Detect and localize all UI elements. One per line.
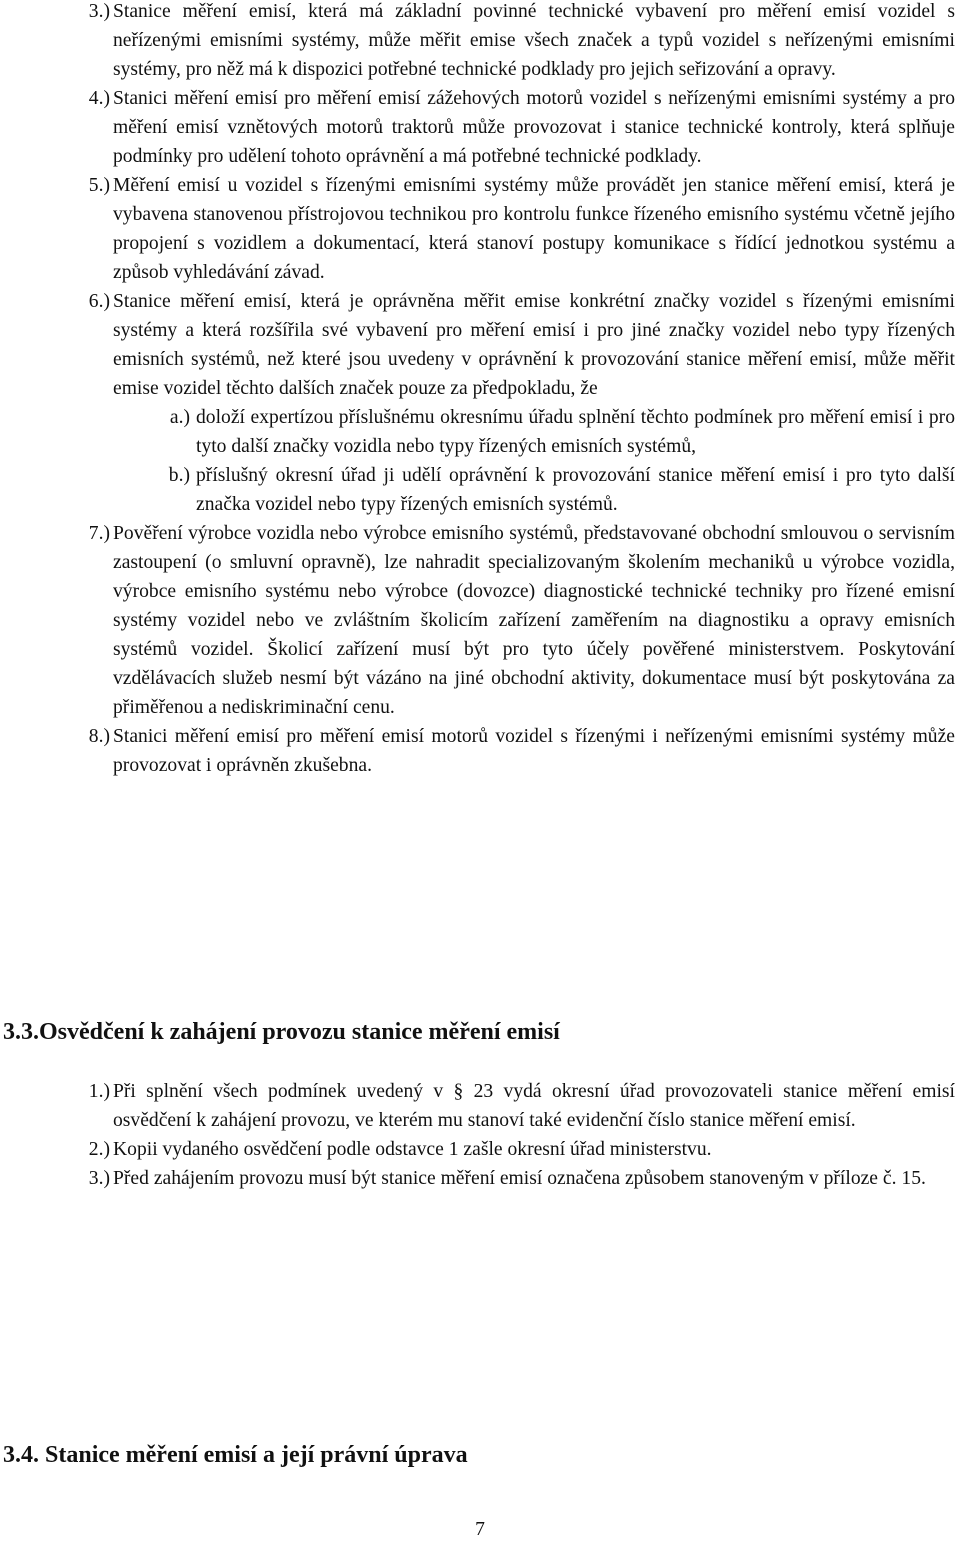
sub-item-text: doloží expertízou příslušnému okresnímu úřadu splnění těchto podmínek pro měření emisí i pro tyto další značky vozidla nebo typy řízených emisních systémů, [196,407,955,457]
item-number: 4.) [88,88,110,109]
item-text: Před zahájením provozu musí být stanice měření emisí označena způsobem stanoveným v příloze č. 15. [113,1168,926,1189]
item-number: 7.) [88,523,110,544]
section-heading-3-3: 3.3.Osvědčení k zahájení provozu stanice měření emisí [3,1019,560,1045]
section-list-b [0,1077,960,1193]
sub-item-letter: b.) [168,465,190,486]
item-number: 3.) [88,1,110,22]
item-text: Kopii vydaného osvědčení podle odstavce 1 zašle okresní úřad ministerstvu. [113,1139,712,1160]
sub-list-item [0,403,960,461]
item-number: 3.) [88,1168,110,1189]
item-text: Stanice měření emisí, která je oprávněna měřit emise konkrétní značky vozidel s řízenými emisními systémy a která rozšířila své vybavení pro měření emisí i pro jiné značky vozidel nebo typy řízených emisních systémů, než které jsou uvedeny v oprávnění k provozování stanice měření emisí, může měřit emise vozidel těchto dalších značek pouze za předpokladu, že [113,291,955,399]
list-item [0,1164,960,1193]
item-number: 5.) [88,175,110,196]
item-text: Při splnění všech podmínek uvedený v § 23 vydá okresní úřad provozovateli stanice měření emisí osvědčení k zahájení provozu, ve kterém mu stanoví také evidenční číslo stanice měření emisí. [113,1081,955,1131]
item-number: 1.) [88,1081,110,1102]
list-item [0,84,960,171]
item-text: Měření emisí u vozidel s řízenými emisními systémy může provádět jen stanice měření emisí, která je vybavena stanovenou přístrojovou technikou pro kontrolu funkce řízeného emisního systému včetně jejího propojení s vozidlem a dokumentací, která stanoví postupy komunikace s řídící jednotkou systému a způsob vyhledávání závad. [113,175,955,283]
section-heading-3-4: 3.4. Stanice měření emisí a její právní úprava [3,1442,468,1468]
list-item [0,1135,960,1164]
item-number: 2.) [88,1139,110,1160]
list-item [0,171,960,287]
list-item [0,287,960,403]
item-text: Stanici měření emisí pro měření emisí zážehových motorů vozidel s neřízenými emisními systémy a pro měření emisí vznětových motorů traktorů může provozovat i stanice technické kontroly, která splňuje podmínky pro udělení tohoto oprávnění a má potřebné technické podklady. [113,88,955,167]
item-number: 8.) [88,726,110,747]
item-text: Pověření výrobce vozidla nebo výrobce emisního systémů, představované obchodní smlouvou o servisním zastoupení (o smluvní opravně), lze nahradit specializovaným školením mechaniků u výrobce vozidla, výrobce emisního systému nebo výrobce (dovozce) diagnostické technické techniky pro řízené emisní systémy vozidel nebo ve zvláštním školicím zařízení zaměřením na diagnostiku a opravy emisních systémů vozidel. Školicí zařízení musí být pro tyto účely pověřené ministerstvem. Poskytování vzdělávacích služeb nesmí být vázáno na jiné obchodní aktivity, dokumentace musí být poskytována za přiměřenou a nediskriminační cenu. [113,523,955,718]
list-item [0,0,960,84]
page-number: 7 [475,1519,485,1540]
sub-item-text: příslušný okresní úřad ji udělí oprávnění k provozování stanice měření emisí i pro tyto další značka vozidel nebo typy řízených emisních systémů. [196,465,955,515]
sub-list-item [0,461,960,519]
list-item [0,1077,960,1135]
list-item [0,722,960,780]
list-item [0,519,960,722]
item-number: 6.) [88,291,110,312]
sub-item-letter: a.) [169,407,190,428]
item-text: Stanici měření emisí pro měření emisí motorů vozidel s řízenými i neřízenými emisními systémy může provozovat i oprávněn zkušebna. [113,726,955,776]
item-text: Stanice měření emisí, která má základní povinné technické vybavení pro měření emisí vozidel s neřízenými emisními systémy, může měřit emise všech značek a typů vozidel s neřízenými emisními systémy, pro něž má k dispozici potřebné technické podklady pro jejich seřizování a opravy. [113,1,955,80]
